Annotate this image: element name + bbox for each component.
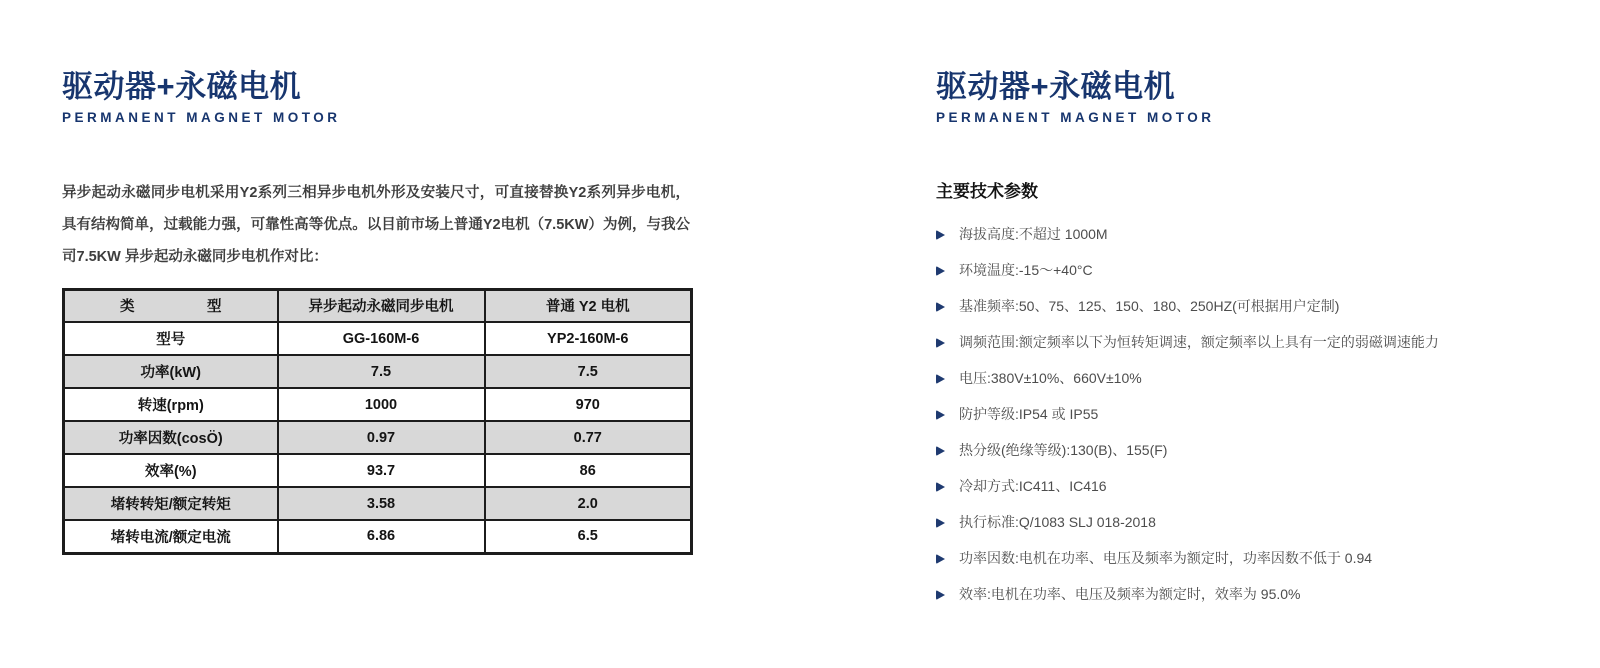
row-label: 功率(kW) xyxy=(64,355,278,388)
triangle-bullet-icon xyxy=(936,302,945,312)
row-y2-value: 86 xyxy=(485,454,692,487)
param-text: 调频范围:额定频率以下为恒转矩调速，额定频率以上具有一定的弱磁调速能力 xyxy=(959,334,1439,351)
table-header-row xyxy=(64,289,692,322)
row-pm-value: GG-160M-6 xyxy=(278,322,485,355)
param-text: 海拔高度:不超过 1000M xyxy=(959,226,1108,243)
param-item xyxy=(936,407,1501,422)
table-row xyxy=(64,355,692,388)
intro-paragraph: 异步起动永磁同步电机采用Y2系列三相异步电机外形及安装尺寸，可直接替换Y2系列异步电机，具有结构简单，过载能力强，可靠性高等优点。以目前市场上普通Y2电机（7.5KW）为例，与我公司7.5KW 异步起动永磁同步电机作对比： xyxy=(62,185,690,266)
row-y2-value: 0.77 xyxy=(485,421,692,454)
page-title-left: 驱动器+永磁电机 xyxy=(62,69,302,104)
table-row xyxy=(64,520,692,553)
param-text: 执行标准:Q/1083 SLJ 018-2018 xyxy=(959,514,1156,531)
table-header-y2-motor: 普通 Y2 电机 xyxy=(485,289,692,322)
table-row xyxy=(64,421,692,454)
triangle-bullet-icon xyxy=(936,482,945,492)
triangle-bullet-icon xyxy=(936,446,945,456)
param-item xyxy=(936,299,1501,314)
params-heading: 主要技术参数 xyxy=(936,182,1038,202)
param-text: 防护等级:IP54 或 IP55 xyxy=(959,406,1099,423)
triangle-bullet-icon xyxy=(936,410,945,420)
param-item xyxy=(936,587,1501,602)
triangle-bullet-icon xyxy=(936,266,945,276)
row-y2-value: 7.5 xyxy=(485,355,692,388)
row-label: 转速(rpm) xyxy=(64,388,278,421)
right-column xyxy=(936,70,1501,623)
row-label: 堵转转矩/额定转矩 xyxy=(64,487,278,520)
triangle-bullet-icon xyxy=(936,590,945,600)
left-column xyxy=(62,70,690,555)
row-label: 型号 xyxy=(64,322,278,355)
page-subtitle-left: PERMANENT MAGNET MOTOR xyxy=(62,110,341,126)
row-pm-value: 0.97 xyxy=(278,421,485,454)
table-row xyxy=(64,322,692,355)
param-text: 环境温度:-15～+40°C xyxy=(959,262,1093,279)
row-y2-value: 6.5 xyxy=(485,520,692,553)
row-y2-value: 970 xyxy=(485,388,692,421)
page-subtitle-right: PERMANENT MAGNET MOTOR xyxy=(936,110,1215,126)
param-item xyxy=(936,227,1501,242)
param-text: 功率因数:电机在功率、电压及频率为额定时，功率因数不低于 0.94 xyxy=(959,550,1373,567)
params-list xyxy=(936,227,1501,602)
triangle-bullet-icon xyxy=(936,230,945,240)
param-item xyxy=(936,443,1501,458)
table-row xyxy=(64,454,692,487)
motor-comparison-table xyxy=(62,288,693,555)
param-item xyxy=(936,479,1501,494)
triangle-bullet-icon xyxy=(936,518,945,528)
param-item xyxy=(936,371,1501,386)
param-item xyxy=(936,551,1501,566)
param-text: 效率:电机在功率、电压及频率为额定时，效率为 95.0% xyxy=(959,586,1301,603)
table-header-type: 类 型 xyxy=(64,289,278,322)
triangle-bullet-icon xyxy=(936,374,945,384)
triangle-bullet-icon xyxy=(936,554,945,564)
param-item xyxy=(936,263,1501,278)
row-pm-value: 93.7 xyxy=(278,454,485,487)
param-text: 热分级(绝缘等级):130(B)、155(F) xyxy=(959,442,1168,459)
row-pm-value: 3.58 xyxy=(278,487,485,520)
param-text: 电压:380V±10%、660V±10% xyxy=(959,370,1142,387)
row-label: 效率(%) xyxy=(64,454,278,487)
param-text: 冷却方式:IC411、IC416 xyxy=(959,478,1107,495)
table-row xyxy=(64,388,692,421)
row-pm-value: 7.5 xyxy=(278,355,485,388)
row-y2-value: 2.0 xyxy=(485,487,692,520)
row-pm-value: 6.86 xyxy=(278,520,485,553)
row-y2-value: YP2-160M-6 xyxy=(485,322,692,355)
param-item xyxy=(936,335,1501,350)
param-item xyxy=(936,515,1501,530)
table-header-pm-motor: 异步起动永磁同步电机 xyxy=(278,289,485,322)
row-pm-value: 1000 xyxy=(278,388,485,421)
triangle-bullet-icon xyxy=(936,338,945,348)
row-label: 功率因数(cosÖ) xyxy=(64,421,278,454)
page-title-right: 驱动器+永磁电机 xyxy=(936,69,1176,104)
table-row xyxy=(64,487,692,520)
param-text: 基准频率:50、75、125、150、180、250HZ(可根据用户定制) xyxy=(959,298,1340,315)
row-label: 堵转电流/额定电流 xyxy=(64,520,278,553)
